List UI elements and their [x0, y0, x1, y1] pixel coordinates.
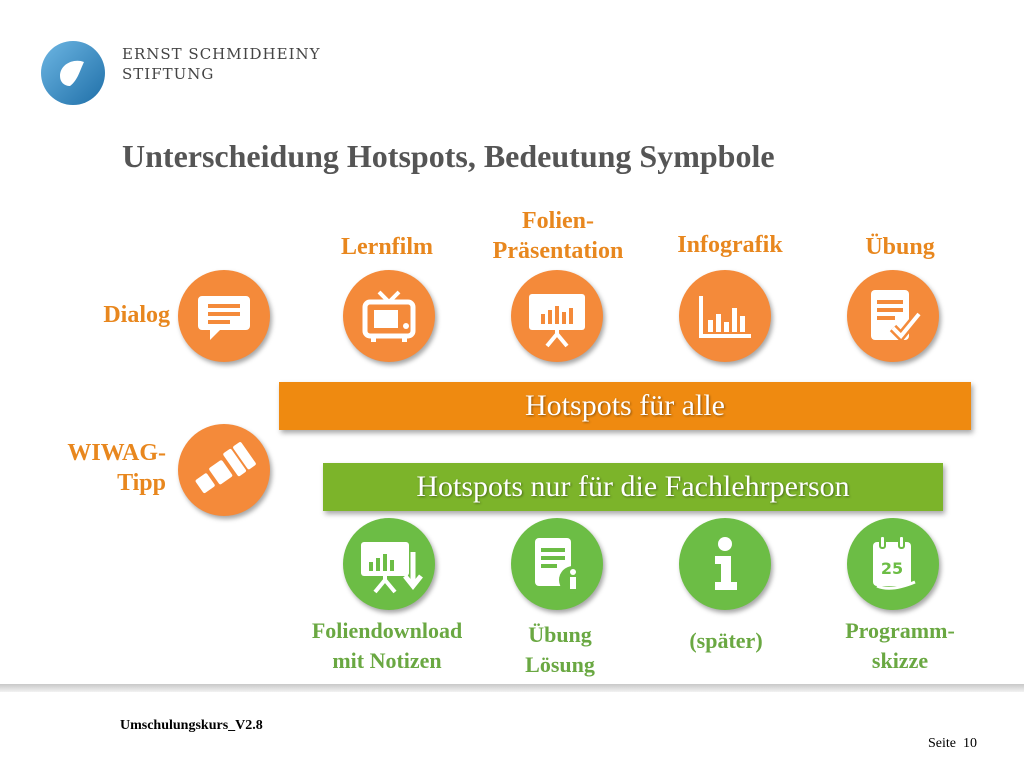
label-lernfilm: Lernfilm: [341, 234, 433, 260]
slide-title: Unterscheidung Hotspots, Bedeutung Sympbole: [122, 138, 775, 174]
speech-bubble-icon: [178, 270, 270, 362]
calendar-icon: [847, 518, 939, 610]
label-wiwag-line-1: WIWAG-: [67, 440, 166, 466]
tv-icon: [343, 270, 435, 362]
label-uebung-loesung-line-2: Lösung: [525, 652, 595, 677]
label-infografik: Infografik: [677, 232, 783, 258]
hotspots-teacher-only-bar: Hotspots nur für die Fachlehrperson: [323, 463, 943, 511]
course-name: Umschulungskurs_V2.8: [120, 718, 263, 733]
calendar-day-text: 25: [880, 559, 904, 578]
presentation-icon: [511, 270, 603, 362]
hotspots-for-all-bar: Hotspots für alle: [279, 382, 971, 430]
organization-name: [122, 44, 321, 84]
page-indicator: [928, 736, 977, 752]
label-programmskizze: [820, 616, 980, 676]
label-foliendownload-line-1: Foliendownload: [311, 618, 463, 643]
presentation-download-icon: [343, 518, 435, 610]
info-icon: [679, 518, 771, 610]
label-folien-line-2: Präsentation: [492, 238, 624, 264]
checklist-icon: [847, 270, 939, 362]
document-info-icon: [511, 518, 603, 610]
label-wiwag-tipp: [40, 438, 166, 498]
label-programm-line-2: skizze: [871, 648, 929, 673]
label-programm-line-1: Programm-: [845, 618, 955, 643]
label-uebung: Übung: [865, 234, 935, 260]
label-foliendownload: [292, 616, 482, 676]
label-foliendownload-line-2: mit Notizen: [332, 648, 442, 673]
label-dialog: Dialog: [103, 302, 170, 328]
label-wiwag-line-2: Tipp: [117, 470, 166, 496]
label-uebung-loesung: [500, 620, 620, 680]
flashlight-icon: [178, 424, 270, 516]
page-number: 10: [963, 736, 977, 751]
label-spaeter: (später): [689, 628, 763, 653]
label-uebung-loesung-line-1: Übung: [528, 622, 592, 647]
label-folien-praesentation: [468, 206, 648, 266]
footer-divider: [0, 684, 1024, 692]
org-line-2: STIFTUNG: [122, 65, 215, 83]
foundation-logo: [40, 40, 106, 106]
page-label: Seite: [928, 736, 956, 751]
org-line-1: ERNST SCHMIDHEINY: [122, 45, 321, 63]
label-folien-line-1: Folien-: [522, 208, 594, 234]
bar-chart-icon: [679, 270, 771, 362]
